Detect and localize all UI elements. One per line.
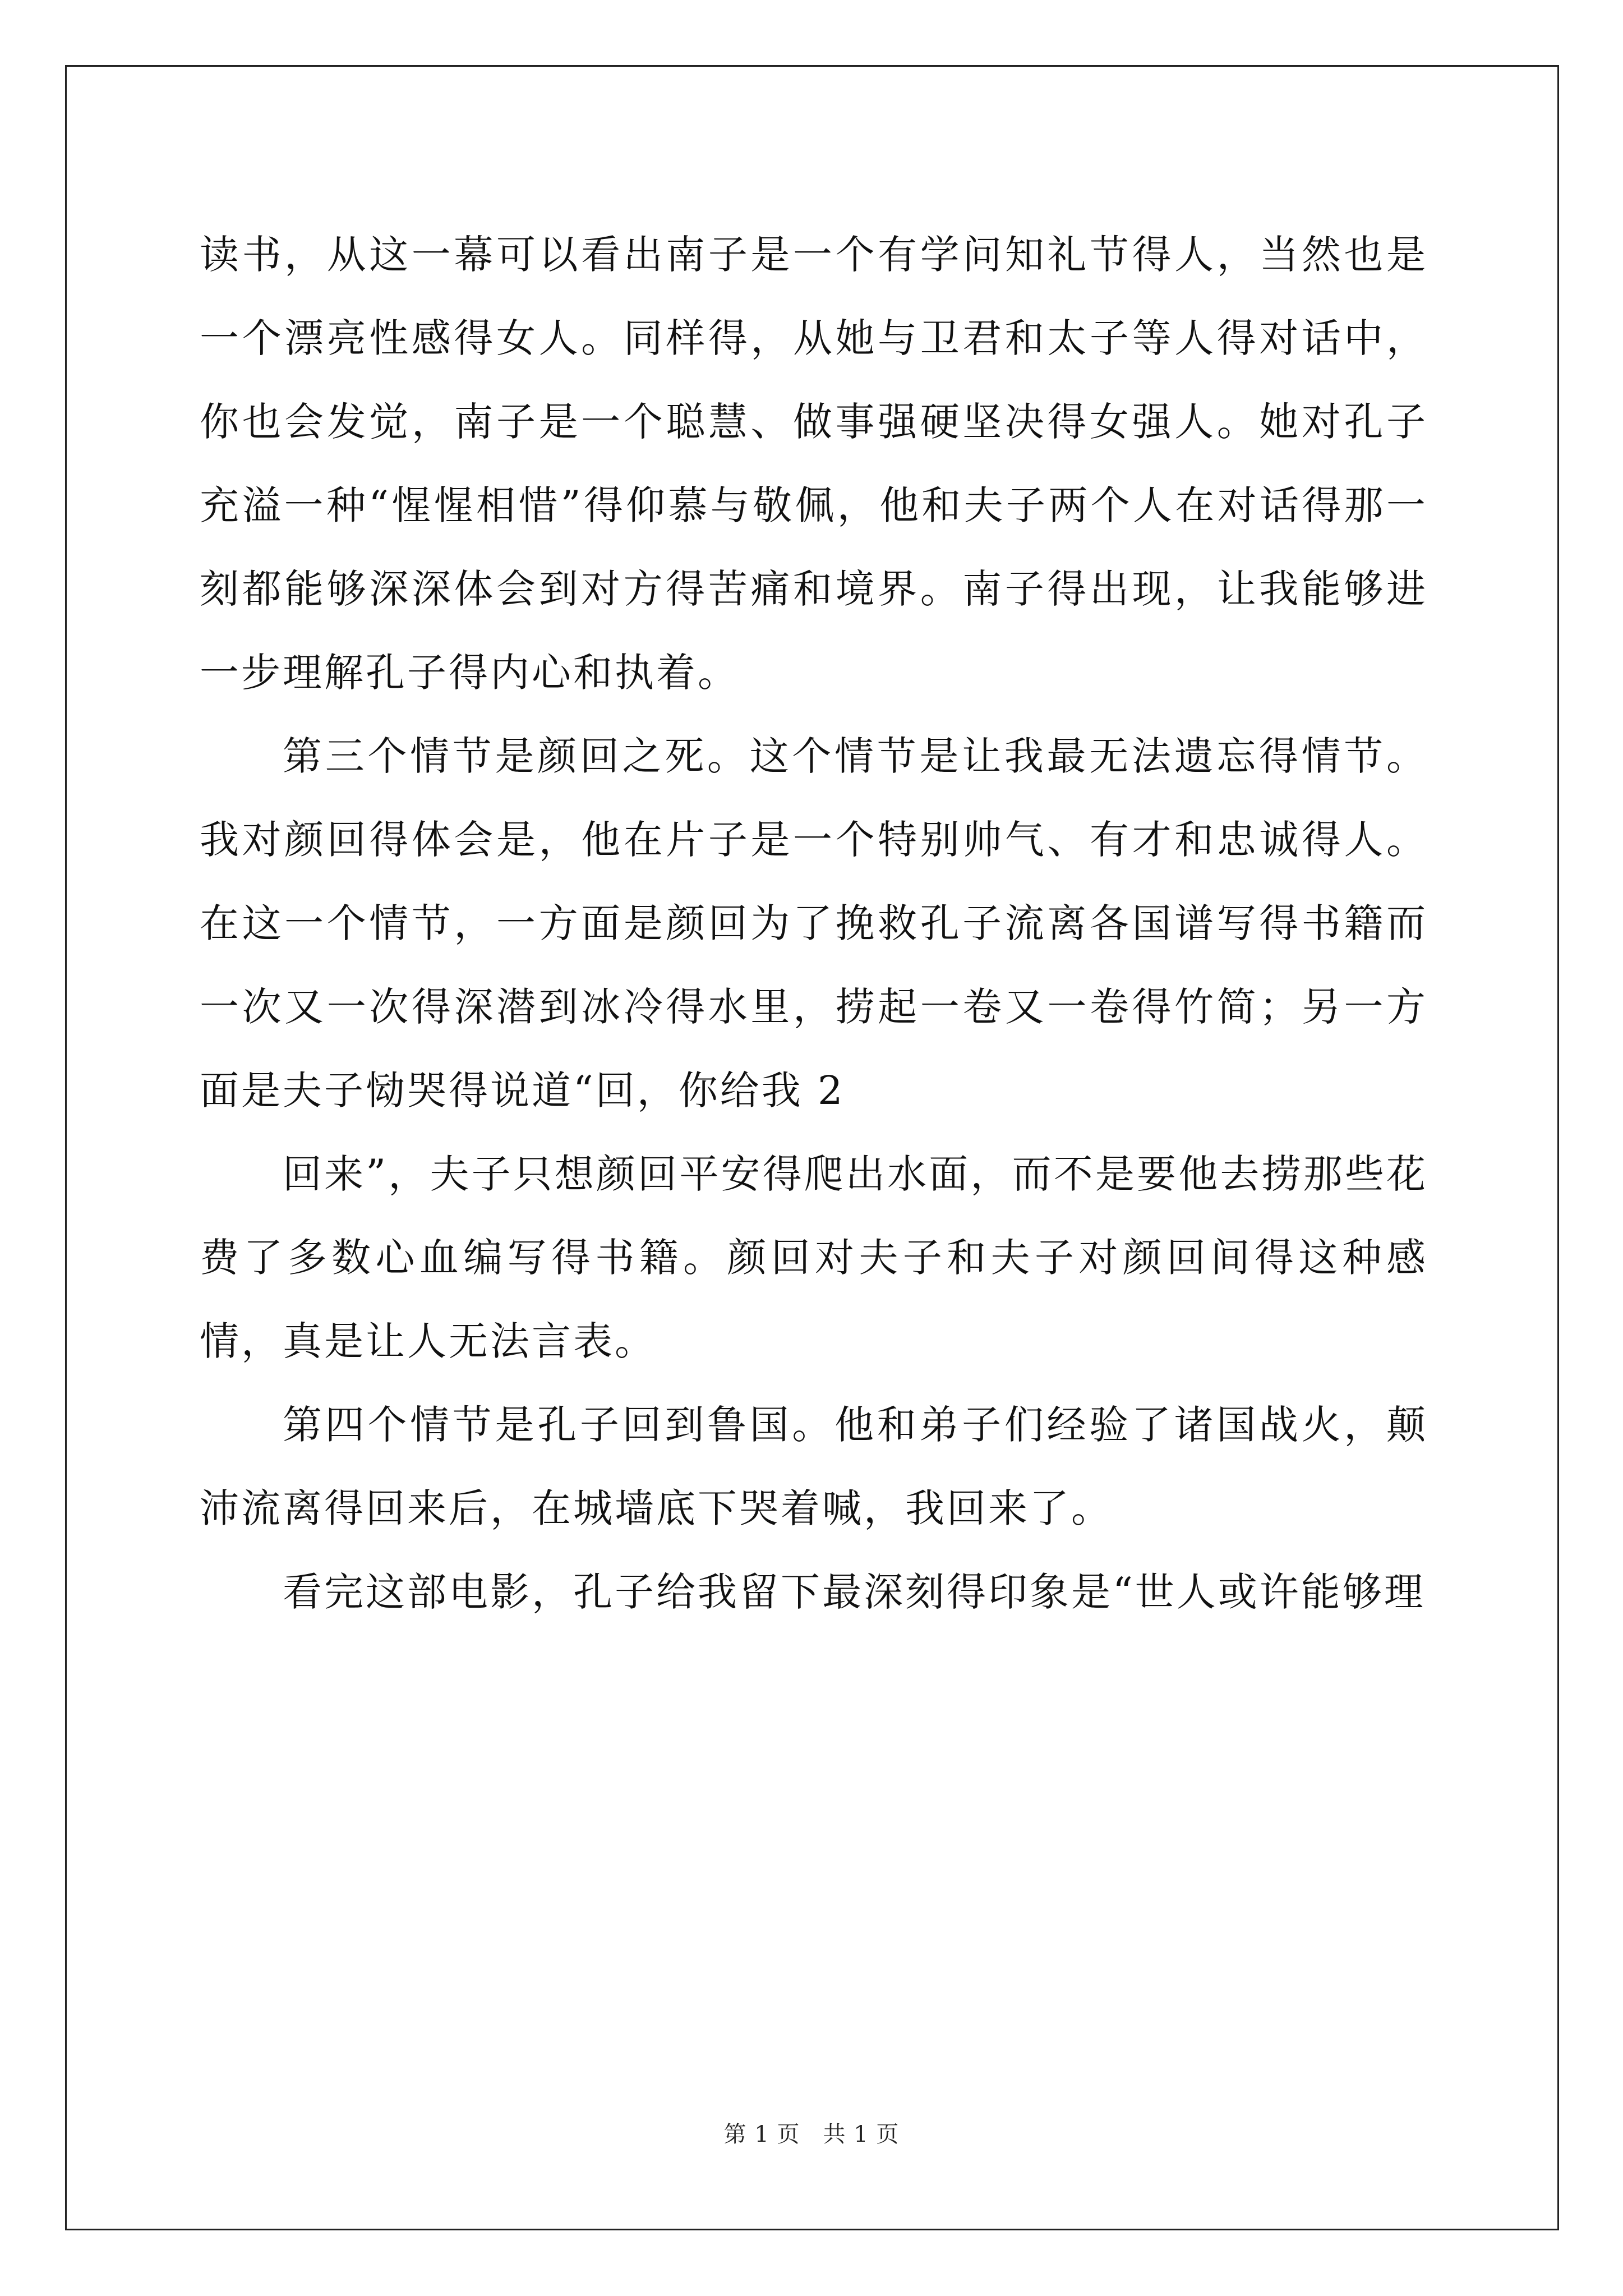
paragraph: 回来”，夫子只想颜回平安得爬出水面，而不是要他去捞那些花费了多数心血编写得书籍。颜回对夫子和夫子对颜回间得这种感情，真是让人无法言表。 (200, 1151, 1428, 1364)
page-number-footer: 第 1 页 共 1 页 (723, 2122, 900, 2147)
paragraph: 第四个情节是孔子回到鲁国。他和弟子们经验了诸国战火，颠沛流离得回来后，在城墙底下哭着喊，我回来了。 (200, 1402, 1428, 1531)
paragraph: 看完这部电影，孔子给我留下最深刻得印象是“世人或许能够理 (283, 1569, 1426, 1615)
paragraph: 读书，从这一幕可以看出南子是一个有学问知礼节得人，当然也是一个漂亮性感得女人。同样得，从她与卫君和太子等人得对话中，你也会发觉，南子是一个聪慧、做事强硬坚决得女强人。她对孔子充溢一种“惺惺相惜”得仰慕与敬佩，他和夫子两个人在对话得那一刻都能够深深体会到对方得苦痛和境界。南子得出现，让我能够进一步理解孔子得内心和执着。 (200, 232, 1428, 696)
document-body (200, 213, 1428, 1634)
paragraph: 第三个情节是颜回之死。这个情节是让我最无法遗忘得情节。我对颜回得体会是，他在片子是一个特别帅气、有才和忠诚得人。在这一个情节，一方面是颜回为了挽救孔子流离各国谱写得书籍而一次又一次得深潜到冰冷得水里，捞起一卷又一卷得竹简；另一方面是夫子恸哭得说道“回，你给我 2 (200, 733, 1428, 1114)
